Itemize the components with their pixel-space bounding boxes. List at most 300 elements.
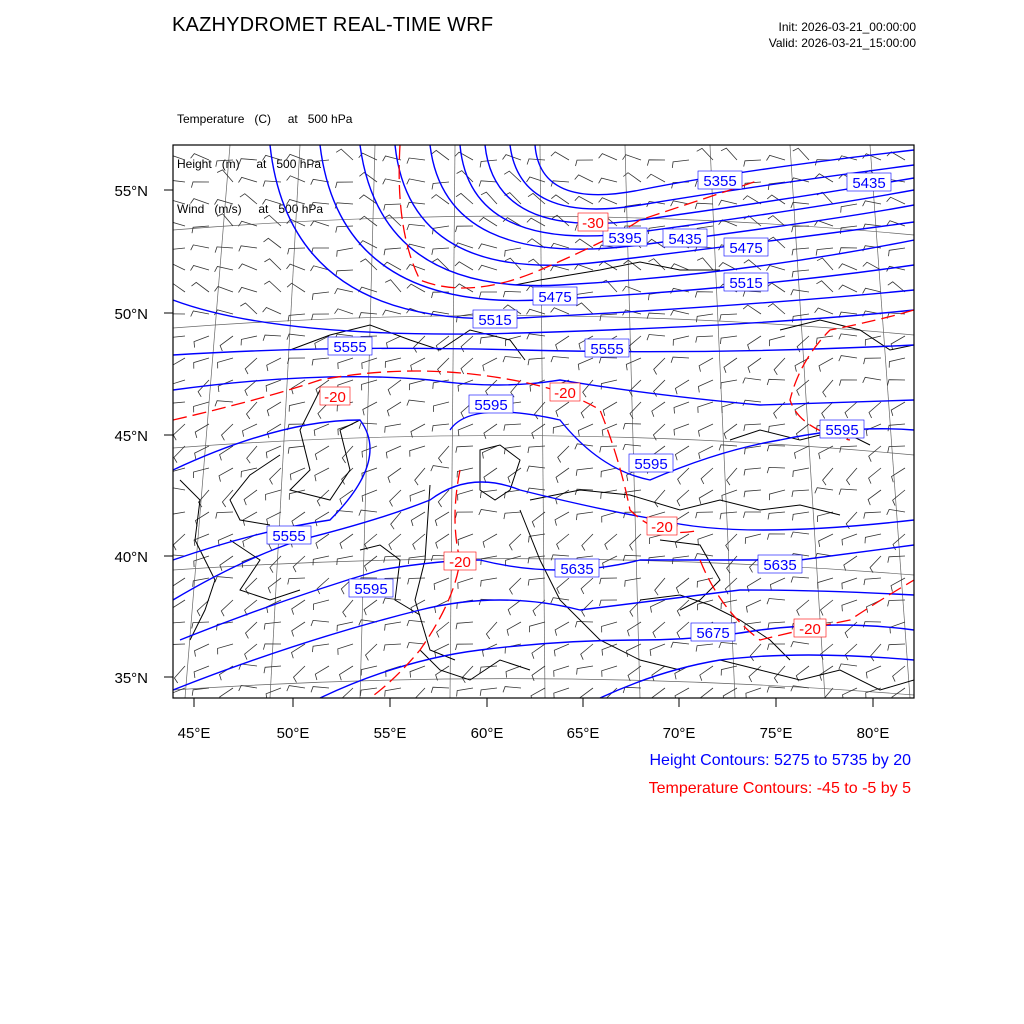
wind-barb [390, 490, 401, 506]
wind-barb [577, 292, 594, 300]
wind-barb [527, 334, 545, 340]
wind-barb [287, 686, 305, 692]
wind-barb [865, 336, 881, 346]
wind-barb [407, 202, 425, 208]
svg-text:5555: 5555 [272, 528, 306, 545]
wind-barb [362, 490, 377, 502]
wind-barb [191, 311, 209, 317]
wind-barb [721, 666, 737, 676]
wind-barb [527, 466, 545, 472]
wind-barb [194, 402, 209, 412]
wind-barb [841, 204, 857, 213]
wind-barb [528, 556, 545, 563]
wind-barb [389, 534, 401, 550]
wind-barb [387, 402, 401, 416]
wind-barb [768, 304, 785, 315]
wind-barb [557, 578, 569, 594]
wind-barb [288, 578, 305, 584]
wind-barb [504, 512, 521, 519]
wind-barb [527, 309, 546, 314]
wind-barb [892, 688, 905, 703]
wind-barb [289, 402, 305, 412]
wind-barb [817, 512, 833, 522]
wind-barb [335, 289, 353, 294]
wind-barb [432, 248, 449, 255]
wind-barb [744, 468, 761, 475]
height-label [349, 579, 393, 598]
height-label [328, 337, 372, 356]
wind-barb [481, 578, 497, 587]
wind-barb [167, 222, 186, 227]
wind-barb [312, 160, 329, 167]
wind-barb [292, 600, 305, 615]
wind-barb [343, 600, 353, 617]
wind-barb [385, 622, 401, 631]
wind-barb [700, 666, 713, 681]
wind-barb [385, 688, 401, 697]
wind-barb [408, 556, 425, 564]
wind-barb [192, 622, 209, 629]
wind-barb [455, 152, 473, 160]
wind-barb [240, 303, 257, 314]
wind-barb [340, 666, 354, 680]
wind-barb [647, 174, 665, 182]
height-label [724, 238, 768, 257]
wind-barb [774, 358, 785, 375]
wind-barb [653, 622, 665, 638]
height-label [698, 171, 742, 190]
wind-barb [623, 286, 642, 292]
wind-barb [845, 644, 857, 660]
wind-barb [527, 159, 545, 165]
wind-barb [458, 534, 473, 546]
wind-barb [671, 201, 689, 206]
wind-barb [362, 380, 377, 390]
wind-barb [215, 200, 234, 205]
wind-barb [287, 264, 306, 270]
wind-barb [336, 149, 353, 160]
wind-barb [222, 424, 234, 440]
wind-barb [363, 402, 377, 415]
svg-text:-20: -20 [799, 621, 821, 638]
wind-barb [194, 534, 209, 546]
wind-barb [167, 263, 185, 270]
wind-barb [821, 600, 834, 616]
wind-barb [264, 215, 281, 226]
wind-barb [864, 578, 881, 585]
wind-barb [698, 380, 713, 392]
wind-barb [215, 401, 233, 407]
wind-barb [486, 380, 497, 396]
wind-barb [287, 283, 305, 292]
wind-barb [697, 258, 713, 270]
svg-text:5395: 5395 [608, 230, 642, 247]
svg-text:5515: 5515 [478, 312, 512, 329]
wind-barb [816, 281, 833, 292]
lon-tick-label: 45°E [177, 725, 211, 742]
wind-barb [863, 201, 881, 206]
wind-barb [839, 285, 857, 292]
wind-barb [653, 424, 665, 440]
height-label [758, 555, 802, 574]
svg-text:5595: 5595 [634, 456, 668, 473]
wind-barb [893, 666, 905, 682]
wind-barb [511, 380, 521, 397]
wind-barb [458, 578, 473, 589]
wind-barb [508, 600, 521, 615]
lon-tick-label: 50°E [276, 725, 310, 742]
wind-barb [891, 402, 905, 416]
wind-barb [168, 402, 185, 409]
wind-barb [576, 303, 593, 314]
wind-barb [819, 358, 833, 372]
height-label [724, 273, 768, 292]
height-label [629, 454, 673, 473]
wind-barb [173, 534, 185, 550]
wind-barb [455, 262, 473, 270]
wind-barb [675, 534, 689, 548]
wind-barb [174, 446, 185, 463]
wind-barb [887, 197, 905, 204]
wind-barb [868, 490, 881, 505]
valid-time: Valid: 2026-03-21_15:00:00 [768, 36, 916, 50]
wind-barb [602, 644, 617, 656]
wind-barb [337, 248, 353, 257]
wind-barb [456, 446, 473, 453]
wind-barb [239, 177, 258, 182]
wind-barb [218, 358, 233, 368]
wind-barb [335, 203, 353, 209]
wind-barb [554, 644, 569, 656]
wind-barb [844, 556, 857, 571]
wind-barb [576, 512, 593, 520]
wind-barb [720, 336, 737, 344]
wind-barb [341, 688, 353, 704]
wind-barb [677, 622, 689, 638]
wind-barb [768, 512, 785, 519]
svg-text:5515: 5515 [729, 275, 763, 292]
wind-barb [815, 308, 833, 314]
wind-barb [675, 380, 689, 394]
wind-barb [842, 600, 857, 611]
init-time: Init: 2026-03-21_00:00:00 [778, 20, 916, 34]
wind-barb [313, 556, 329, 565]
wind-barb [168, 336, 185, 344]
wind-barb [823, 468, 833, 485]
wind-barb [383, 179, 401, 184]
wind-barb [581, 578, 593, 594]
wind-barb [387, 336, 402, 349]
wind-barb [312, 248, 330, 254]
wind-barb [599, 154, 617, 160]
wind-barb [239, 246, 257, 252]
wind-barb [602, 666, 617, 677]
wind-barb [724, 424, 737, 439]
wind-barb [168, 644, 185, 650]
svg-text:5635: 5635 [763, 557, 797, 574]
wind-barb [864, 358, 881, 364]
lat-tick-label: 35°N [114, 670, 148, 687]
height-label [585, 339, 629, 358]
field-temperature: Temperature (C) at 500 hPa [177, 112, 353, 126]
wind-barb [385, 424, 401, 433]
wind-barb [623, 424, 641, 430]
wind-barb [652, 402, 665, 417]
height-label [847, 173, 891, 192]
wind-barb [671, 310, 689, 315]
wind-barb [191, 182, 209, 188]
wind-barb [215, 577, 233, 583]
wind-barb [458, 380, 473, 392]
wind-barb [770, 336, 786, 346]
wind-barb [767, 534, 785, 540]
wind-barb [479, 510, 497, 516]
wind-barb [576, 468, 593, 476]
wind-barb [554, 666, 569, 677]
wind-barb [438, 490, 449, 507]
svg-text:5355: 5355 [703, 173, 737, 190]
wind-barb [671, 357, 689, 363]
wind-barb [414, 688, 425, 705]
wind-barb [385, 358, 401, 368]
wind-barb [505, 193, 521, 204]
wind-barb [599, 358, 617, 364]
wind-barb [264, 281, 281, 292]
wind-barb [264, 259, 281, 270]
wind-barb [315, 512, 329, 526]
wind-barb [456, 644, 474, 650]
wind-barb [823, 380, 833, 397]
wind-barb [266, 380, 281, 392]
field-wind: Wind (m/s) at 500 hPa [177, 202, 324, 216]
wind-barb [458, 424, 473, 436]
wind-barb [194, 336, 209, 348]
wind-barb [437, 622, 449, 638]
wind-barb [168, 248, 185, 256]
svg-text:5475: 5475 [538, 289, 572, 306]
wind-barb [767, 283, 785, 292]
wind-barb [336, 182, 354, 188]
wind-barb [264, 622, 281, 630]
wind-barb [551, 266, 570, 271]
lon-tick-label: 60°E [470, 725, 504, 742]
wind-barb [767, 687, 785, 693]
wind-barb [167, 487, 185, 493]
wind-barb [652, 688, 665, 703]
wind-barb [505, 248, 521, 257]
temperature-label [794, 619, 826, 638]
height-label [469, 395, 513, 414]
wind-barb [791, 577, 809, 583]
wind-barb [194, 358, 209, 369]
wind-barb [215, 267, 233, 272]
wind-barb [655, 578, 665, 595]
svg-text:5595: 5595 [825, 422, 859, 439]
wind-barb [676, 578, 689, 593]
wind-barb [215, 287, 234, 293]
wind-barb [247, 446, 257, 463]
wind-barb [244, 490, 257, 505]
wind-barb [888, 644, 905, 651]
wind-barb [456, 226, 474, 232]
wind-barb [719, 642, 737, 648]
wind-barb [167, 200, 186, 205]
height-label [473, 310, 517, 329]
wind-barb [793, 468, 809, 477]
wind-barb [479, 217, 497, 226]
height-label [820, 420, 864, 439]
wind-barb [288, 358, 306, 364]
wind-barb [531, 688, 545, 702]
height-contours [173, 145, 914, 698]
wind-barb [558, 446, 569, 463]
wind-barb [870, 556, 881, 573]
chart-title: KAZHYDROMET REAL-TIME WRF [172, 14, 494, 36]
wind-barb [556, 336, 569, 351]
graticule [173, 145, 914, 698]
temperature-label [578, 213, 608, 232]
wind-barb [167, 180, 185, 186]
wind-barb [767, 599, 785, 605]
wind-barb [195, 644, 210, 657]
wind-barb [239, 221, 258, 226]
temperature-legend: Temperature Contours: -45 to -5 by 5 [648, 780, 911, 797]
wind-barb [263, 199, 282, 204]
wind-barb [340, 534, 353, 549]
wind-barb [216, 512, 233, 519]
wind-barb [839, 664, 857, 670]
wind-barb [767, 266, 786, 271]
wind-barb [239, 685, 257, 691]
wind-barb [243, 512, 257, 526]
height-label [533, 287, 577, 306]
svg-text:5475: 5475 [729, 240, 763, 257]
wind-barb [288, 248, 305, 254]
height-label [691, 623, 735, 642]
wind-barb [792, 270, 809, 277]
field-height: Height (m) at 500 hPa [177, 157, 322, 171]
wind-barb [411, 512, 425, 526]
wind-barb [602, 512, 617, 523]
wind-barb [407, 400, 425, 406]
wind-barb [581, 644, 593, 660]
height-label [603, 228, 647, 247]
wind-barb [866, 666, 881, 678]
wind-barb [583, 380, 593, 397]
wind-barb [748, 358, 761, 373]
wind-barb [194, 468, 210, 478]
wind-barb [287, 176, 305, 182]
wind-barb [887, 380, 905, 386]
height-label [663, 229, 707, 248]
wind-barb [314, 600, 330, 610]
wind-barb [767, 467, 785, 473]
wind-barb [360, 216, 377, 226]
wind-barb [698, 402, 713, 413]
height-label [267, 526, 311, 545]
wind-barb [698, 534, 713, 545]
wind-barb [551, 152, 569, 160]
lat-tick-label: 45°N [114, 428, 148, 445]
wind-barb [671, 642, 689, 648]
wind-barb [267, 358, 281, 371]
lon-tick-label: 70°E [662, 725, 696, 742]
wind-barb [866, 424, 881, 436]
wind-barb [241, 336, 257, 345]
wind-barb [744, 424, 761, 431]
wind-barb [337, 556, 353, 565]
wind-barb [439, 446, 450, 463]
wind-barb [462, 666, 473, 683]
wind-barb [434, 578, 449, 590]
wind-barb [889, 358, 905, 368]
wind-barb [888, 600, 905, 606]
svg-text:-20: -20 [324, 389, 346, 406]
temperature-contours [173, 145, 914, 698]
wind-barb [431, 687, 449, 693]
wind-barb [696, 314, 713, 322]
svg-text:5435: 5435 [668, 231, 702, 248]
wind-barb [795, 446, 810, 459]
wind-barb [311, 202, 329, 208]
wind-barb [287, 200, 306, 205]
wind-barb [839, 489, 857, 495]
wind-barb [555, 622, 569, 636]
wind-barb [263, 308, 281, 315]
wind-barb [769, 424, 786, 432]
wind-barb [696, 644, 713, 652]
wind-barb [575, 175, 593, 182]
wind-barb [727, 468, 737, 485]
svg-text:-20: -20 [554, 385, 576, 402]
wind-barb [869, 468, 881, 484]
wind-barb [797, 600, 809, 616]
wind-barb [847, 468, 858, 485]
wind-barb [699, 358, 713, 372]
wind-barb [863, 377, 881, 383]
wind-barb [770, 490, 786, 500]
wind-barb [359, 241, 377, 248]
wind-barb [384, 644, 401, 651]
wind-barb [677, 490, 689, 506]
wind-barb [815, 488, 833, 494]
wind-barb [479, 265, 498, 270]
wind-barb [245, 358, 257, 374]
wind-barb [364, 600, 377, 615]
wind-barb [480, 336, 497, 344]
wind-barb [823, 688, 833, 705]
wind-barb [839, 380, 857, 386]
wind-barb [359, 423, 377, 429]
wind-barb [701, 468, 713, 484]
wind-barb [651, 600, 666, 613]
wind-barb [630, 402, 641, 419]
wind-barb [792, 226, 809, 232]
wind-barb [575, 265, 594, 270]
wind-barb [264, 666, 281, 673]
wind-barb [191, 245, 209, 250]
wind-barb [456, 193, 473, 204]
temperature-label [444, 552, 476, 571]
wind-barb [793, 148, 809, 160]
wind-barb [167, 283, 185, 292]
wind-barb [672, 160, 689, 168]
wind-barb [167, 314, 185, 320]
wind-barb [407, 158, 425, 164]
wind-barb [384, 204, 401, 210]
wind-barb [623, 444, 641, 450]
svg-text:5595: 5595 [474, 397, 508, 414]
